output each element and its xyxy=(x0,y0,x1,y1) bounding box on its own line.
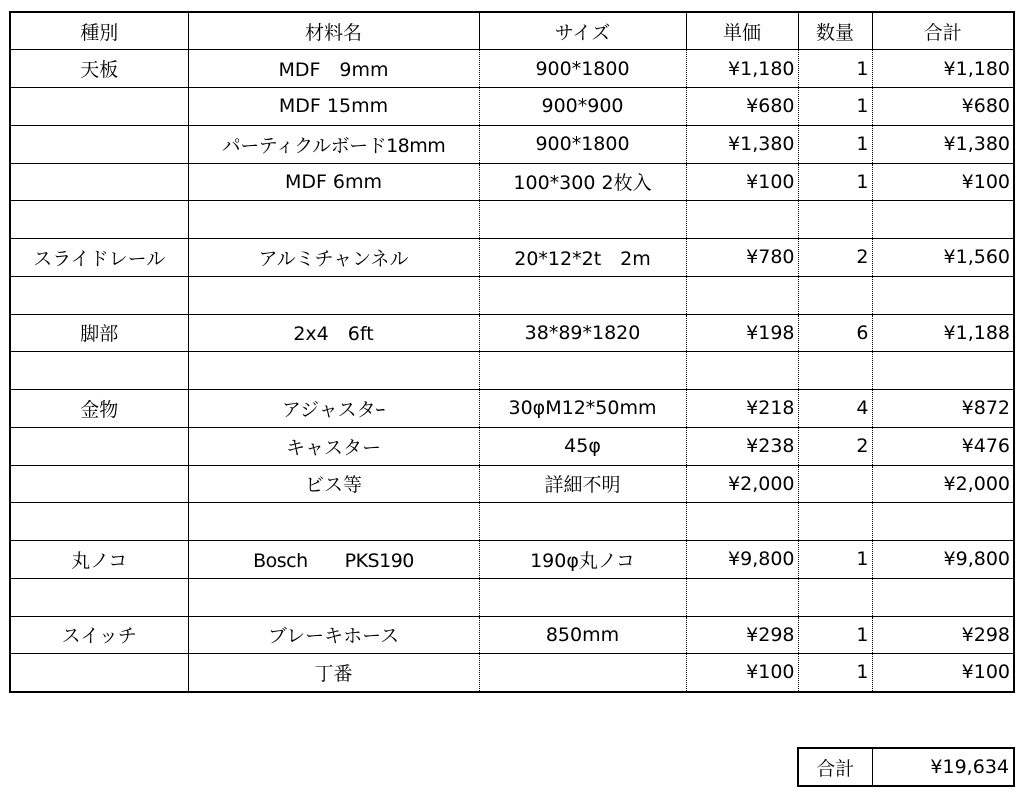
cell-unit-price: ¥680 xyxy=(686,88,798,126)
cell-total: ¥9,800 xyxy=(872,541,1014,579)
cell-size: 20*12*2t 2m xyxy=(479,239,686,277)
cell-category xyxy=(10,465,188,503)
header-unit-price: 単価 xyxy=(686,12,798,50)
cell-material: MDF 9mm xyxy=(188,50,479,88)
materials-table xyxy=(9,11,1015,693)
cell-quantity: 1 xyxy=(798,654,872,692)
cell-quantity xyxy=(798,276,872,314)
cell-size: 900*1800 xyxy=(479,125,686,163)
cell-unit-price: ¥100 xyxy=(686,654,798,692)
cell-total: ¥100 xyxy=(872,654,1014,692)
cell-unit-price: ¥218 xyxy=(686,390,798,428)
cell-size xyxy=(479,654,686,692)
header-total: 合計 xyxy=(872,12,1014,50)
cell-material: 2x4 6ft xyxy=(188,314,479,352)
cell-unit-price: ¥780 xyxy=(686,239,798,277)
cell-unit-price: ¥298 xyxy=(686,616,798,654)
cell-category xyxy=(10,654,188,692)
cell-quantity: 1 xyxy=(798,125,872,163)
cell-total xyxy=(872,578,1014,616)
cell-size xyxy=(479,503,686,541)
cell-material: Bosch PKS190 xyxy=(188,541,479,579)
table-row xyxy=(10,578,1014,616)
cell-unit-price xyxy=(686,503,798,541)
cell-total: ¥2,000 xyxy=(872,465,1014,503)
cell-total: ¥1,380 xyxy=(872,125,1014,163)
cell-quantity: 4 xyxy=(798,390,872,428)
table-row xyxy=(10,276,1014,314)
cell-total: ¥872 xyxy=(872,390,1014,428)
cell-category: 丸ノコ xyxy=(10,541,188,579)
cell-category xyxy=(10,427,188,465)
table-row xyxy=(10,654,1014,692)
table-row xyxy=(10,163,1014,201)
cell-unit-price: ¥198 xyxy=(686,314,798,352)
cell-size: 190φ丸ノコ xyxy=(479,541,686,579)
cell-total: ¥100 xyxy=(872,163,1014,201)
cell-total: ¥1,188 xyxy=(872,314,1014,352)
cell-category xyxy=(10,201,188,239)
cell-unit-price: ¥238 xyxy=(686,427,798,465)
cell-total: ¥298 xyxy=(872,616,1014,654)
cell-unit-price xyxy=(686,201,798,239)
table-row xyxy=(10,616,1014,654)
cell-total xyxy=(872,201,1014,239)
cell-unit-price xyxy=(686,578,798,616)
cell-quantity: 6 xyxy=(798,314,872,352)
cell-material xyxy=(188,201,479,239)
table-row xyxy=(10,390,1014,428)
cell-size: 詳細不明 xyxy=(479,465,686,503)
cell-category xyxy=(10,578,188,616)
grand-total-label: 合計 xyxy=(798,748,872,786)
cell-category: 金物 xyxy=(10,390,188,428)
header-category: 種別 xyxy=(10,12,188,50)
cell-material xyxy=(188,276,479,314)
cell-material: パーティクルボード18mm xyxy=(188,125,479,163)
grand-total-row xyxy=(798,748,1014,786)
table-row xyxy=(10,465,1014,503)
header-material: 材料名 xyxy=(188,12,479,50)
cell-category xyxy=(10,276,188,314)
cell-quantity xyxy=(798,503,872,541)
cell-material: MDF 6mm xyxy=(188,163,479,201)
cell-category: スライドレール xyxy=(10,239,188,277)
cell-category: スイッチ xyxy=(10,616,188,654)
cell-quantity: 2 xyxy=(798,427,872,465)
table-row xyxy=(10,125,1014,163)
cell-quantity: 1 xyxy=(798,50,872,88)
grand-total-box xyxy=(797,747,1015,787)
cell-material: ブレーキホース xyxy=(188,616,479,654)
table-row xyxy=(10,239,1014,277)
cell-unit-price xyxy=(686,352,798,390)
table-row xyxy=(10,50,1014,88)
cell-material xyxy=(188,578,479,616)
header-quantity: 数量 xyxy=(798,12,872,50)
cell-size: 900*1800 xyxy=(479,50,686,88)
cell-unit-price xyxy=(686,276,798,314)
cell-quantity: 1 xyxy=(798,616,872,654)
cell-quantity xyxy=(798,201,872,239)
cell-quantity: 1 xyxy=(798,163,872,201)
cell-size: 30φM12*50mm xyxy=(479,390,686,428)
cell-size xyxy=(479,578,686,616)
cell-size xyxy=(479,352,686,390)
table-row xyxy=(10,314,1014,352)
header-size: サイズ xyxy=(479,12,686,50)
cell-size: 100*300 2枚入 xyxy=(479,163,686,201)
cell-unit-price: ¥1,180 xyxy=(686,50,798,88)
cell-total: ¥680 xyxy=(872,88,1014,126)
cell-material: キャスター xyxy=(188,427,479,465)
cell-size: 900*900 xyxy=(479,88,686,126)
cell-total xyxy=(872,352,1014,390)
cell-total: ¥1,560 xyxy=(872,239,1014,277)
cell-unit-price: ¥100 xyxy=(686,163,798,201)
cell-quantity xyxy=(798,465,872,503)
cell-unit-price: ¥9,800 xyxy=(686,541,798,579)
cell-total xyxy=(872,503,1014,541)
cell-size: 38*89*1820 xyxy=(479,314,686,352)
table-row xyxy=(10,88,1014,126)
cell-size xyxy=(479,276,686,314)
cell-total xyxy=(872,276,1014,314)
cell-material: アジャスタｰ xyxy=(188,390,479,428)
cell-category xyxy=(10,503,188,541)
table-row xyxy=(10,201,1014,239)
cell-material: 丁番 xyxy=(188,654,479,692)
cell-category: 脚部 xyxy=(10,314,188,352)
header-row xyxy=(10,12,1014,50)
cell-size: 850mm xyxy=(479,616,686,654)
cell-material: MDF 15mm xyxy=(188,88,479,126)
cell-size: 45φ xyxy=(479,427,686,465)
cell-category xyxy=(10,163,188,201)
cell-size xyxy=(479,201,686,239)
cell-total: ¥1,180 xyxy=(872,50,1014,88)
grand-total-value: ¥19,634 xyxy=(930,756,1009,778)
cell-category: 天板 xyxy=(10,50,188,88)
table-row xyxy=(10,427,1014,465)
cell-material xyxy=(188,352,479,390)
table-row xyxy=(10,541,1014,579)
cell-quantity: 1 xyxy=(798,541,872,579)
cell-unit-price: ¥2,000 xyxy=(686,465,798,503)
cell-total: ¥476 xyxy=(872,427,1014,465)
cell-category xyxy=(10,125,188,163)
table-row xyxy=(10,352,1014,390)
table-row xyxy=(10,503,1014,541)
cell-category xyxy=(10,88,188,126)
cell-category xyxy=(10,352,188,390)
cell-quantity xyxy=(798,352,872,390)
cell-quantity: 2 xyxy=(798,239,872,277)
cell-quantity: 1 xyxy=(798,88,872,126)
cell-quantity xyxy=(798,578,872,616)
cell-unit-price: ¥1,380 xyxy=(686,125,798,163)
cell-material: アルミチャンネル xyxy=(188,239,479,277)
cell-material: ビス等 xyxy=(188,465,479,503)
cell-material xyxy=(188,503,479,541)
table-body xyxy=(10,50,1014,692)
